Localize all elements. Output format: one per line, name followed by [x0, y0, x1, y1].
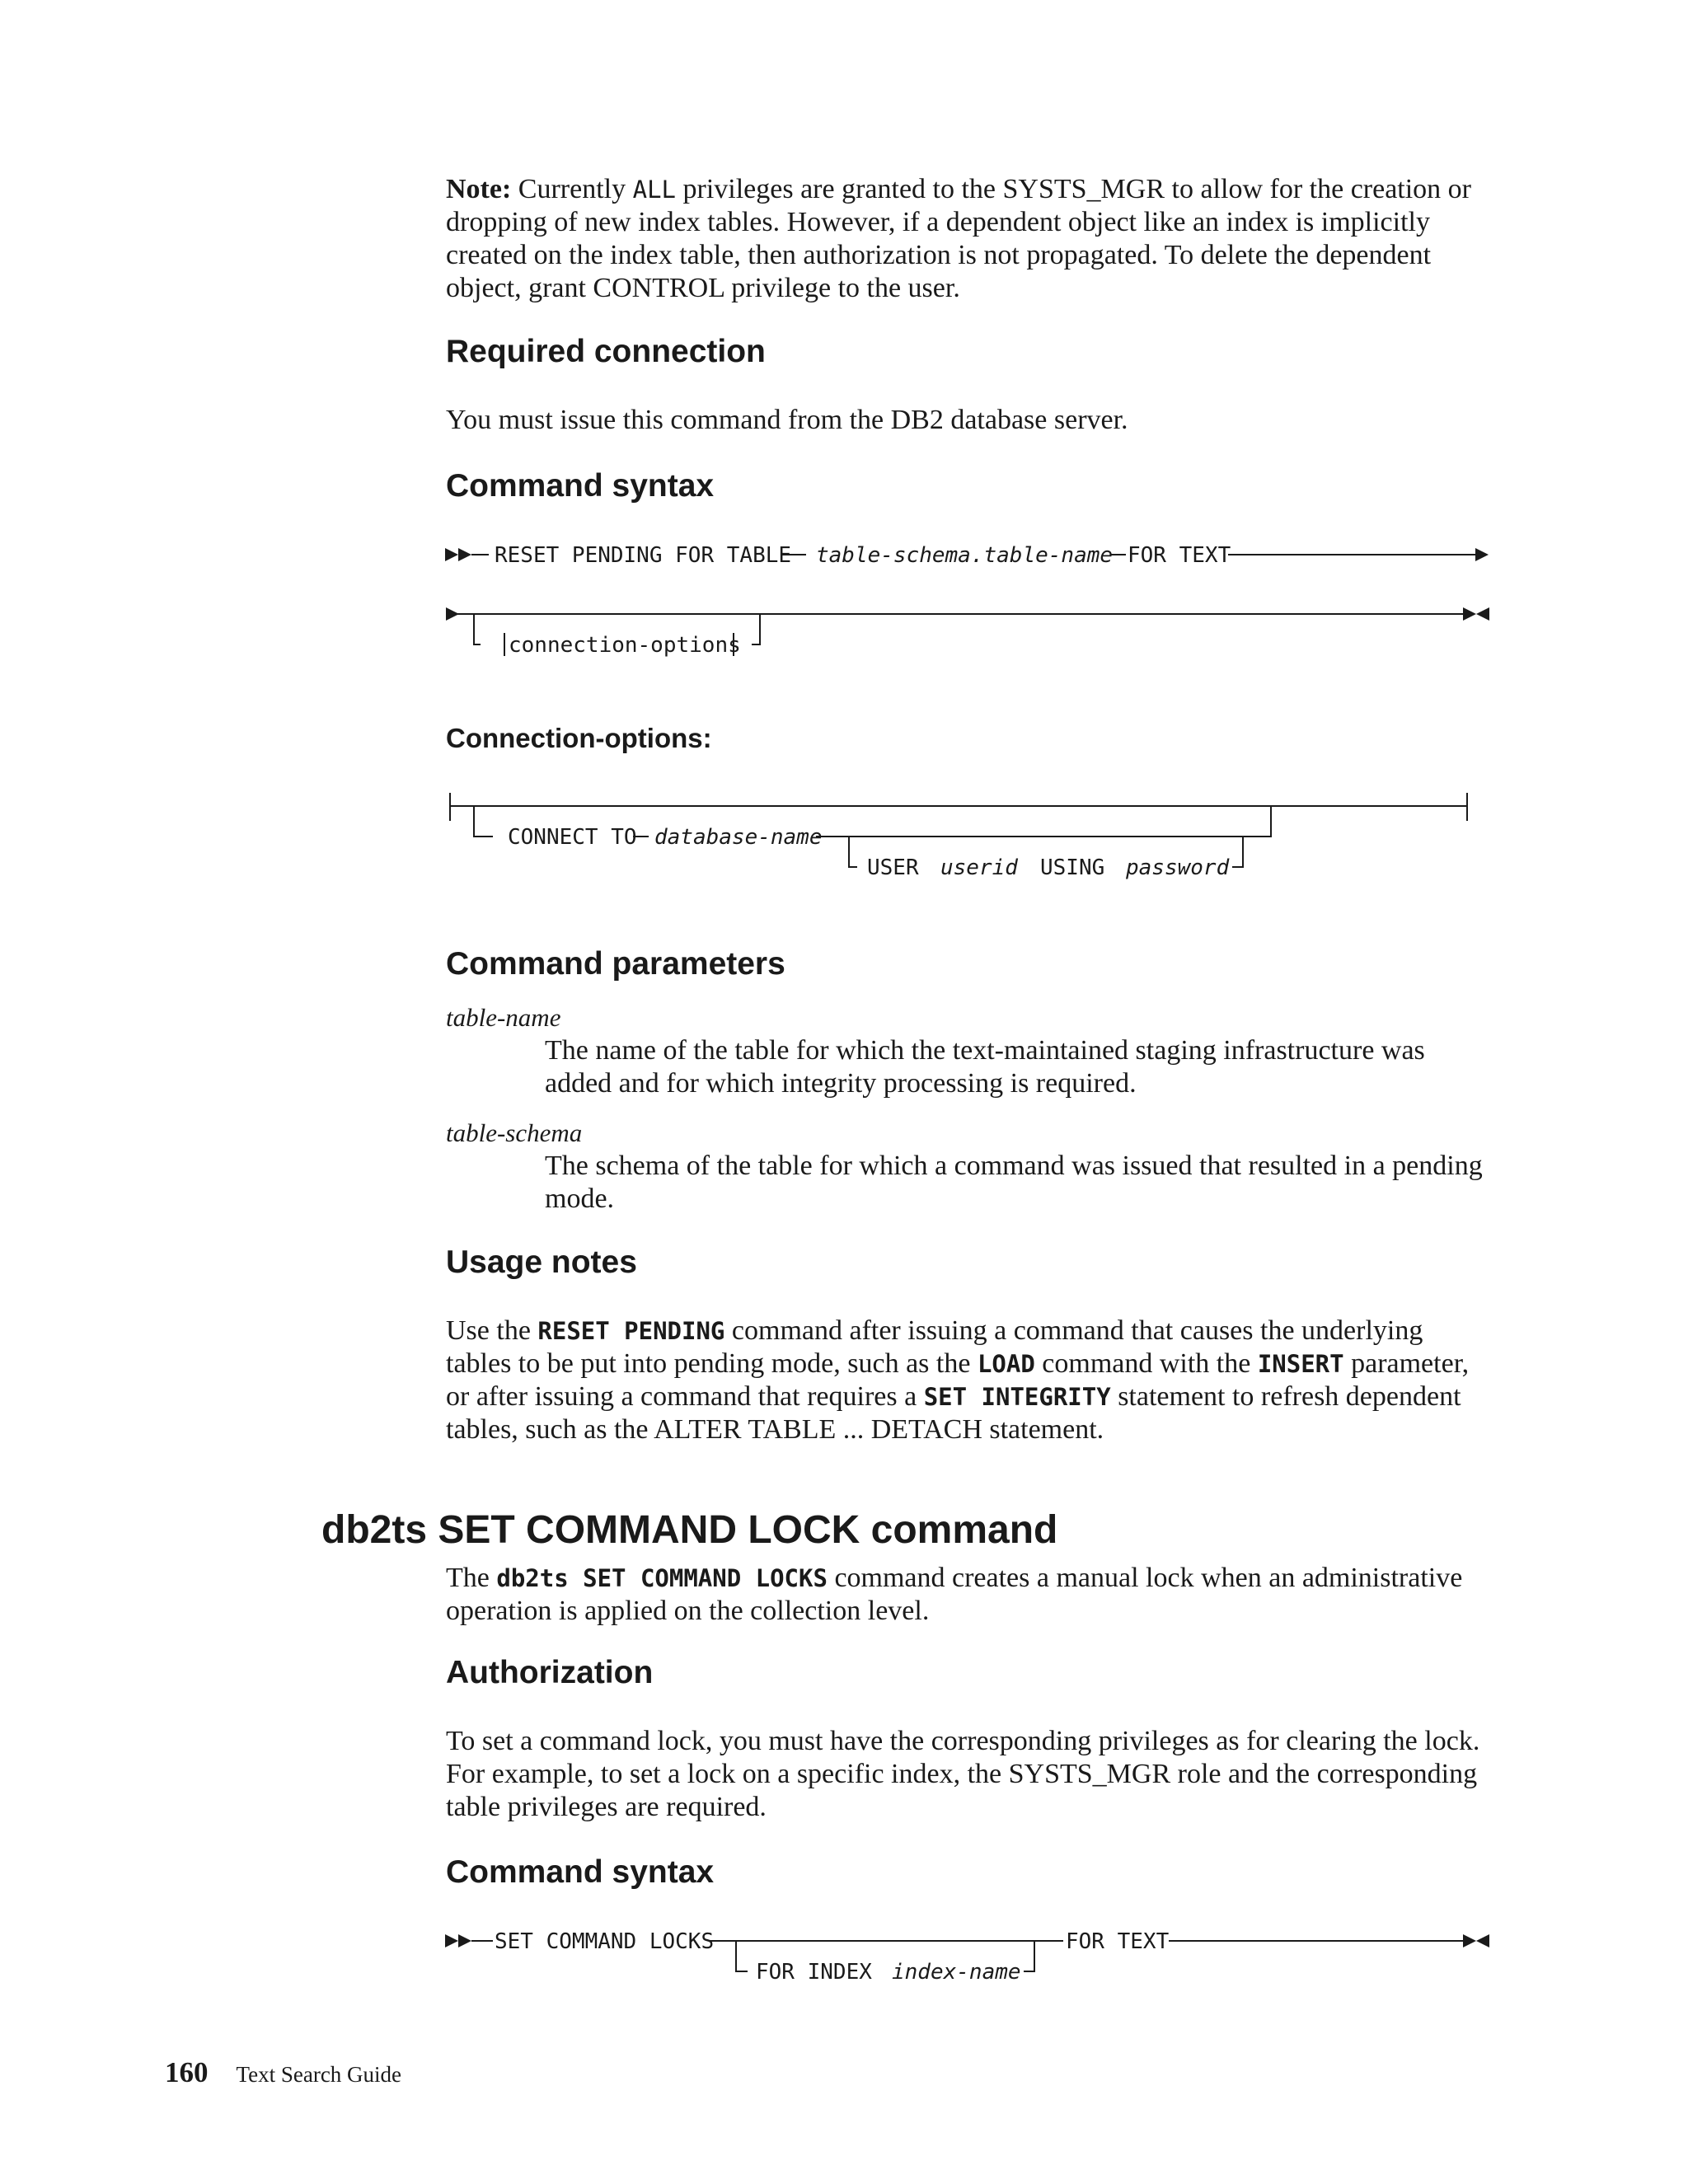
- set-command-lock-intro: [446, 1562, 1493, 1628]
- intro-code-db2ts: db2ts SET COMMAND LOCKS: [496, 1564, 828, 1592]
- usage-code-reset-pending: RESET PENDING: [537, 1317, 725, 1345]
- usage-text-5: statement to refresh dependent tables, such as the ALTER TABLE ... DETACH statement.: [446, 1381, 1461, 1445]
- syntax1-row2-start-arrow: [446, 607, 459, 621]
- note-label: Note:: [446, 174, 512, 204]
- authorization-heading: Authorization: [446, 1655, 654, 1690]
- connopts-user-right: [1232, 837, 1243, 867]
- usage-text-4: parameter, or after issuing a command that requires a: [446, 1348, 1470, 1412]
- note-text-2: privileges are granted to the SYSTS_MGR to allow for the creation or dropping of new index tables. However, if a dependent object like an index is implicitly created on the index table, then authorization is not propagated. To delete the dependent object, grant CONTROL privilege to the user.: [446, 174, 1471, 303]
- syntax1-start-arrow-1: [445, 548, 458, 561]
- set-command-lock-title: db2ts SET COMMAND LOCK command: [321, 1508, 1058, 1552]
- usage-code-load: LOAD: [977, 1350, 1035, 1378]
- syntax2-kw-set: SET COMMAND LOCKS: [495, 1929, 715, 1954]
- connopts-var-database: database-name: [654, 825, 823, 850]
- note-code-all: ALL: [632, 176, 676, 204]
- syntax1-end-arrow: [1463, 607, 1476, 621]
- syntax1-kw-for-text: FOR TEXT: [1128, 543, 1231, 568]
- usage-code-insert: INSERT: [1257, 1350, 1344, 1378]
- usage-text-1: Use the: [446, 1315, 531, 1346]
- param-desc-table-name: The name of the table for which the text-maintained staging infrastructure was added and for which integrity processing is required.: [545, 1035, 1425, 1099]
- usage-code-set-integrity: SET INTEGRITY: [923, 1383, 1111, 1411]
- syntax2-branch-right: [1024, 1941, 1034, 1971]
- connopts-kw-connect-to: CONNECT TO: [508, 825, 637, 850]
- syntax2-end-arrow-back: [1476, 1934, 1489, 1947]
- param-term-table-name: table-name: [446, 1003, 561, 1032]
- usage-text-2: command after issuing a command that causes the underlying tables to be put into pending mode, such as the: [446, 1315, 1423, 1379]
- syntax1-optional-branch-left: [474, 614, 481, 644]
- syntax2-var-index: index-name: [892, 1960, 1021, 1985]
- intro-text-1: The: [446, 1563, 490, 1593]
- syntax1-optional-branch-right: [752, 614, 760, 644]
- connopts-branch-left: [474, 806, 493, 837]
- syntax1-continue-arrow: [1475, 548, 1489, 561]
- syntax1-kw-reset: RESET PENDING FOR TABLE: [495, 543, 792, 568]
- required-connection-heading: Required connection: [446, 334, 766, 369]
- connopts-kw-user: USER: [867, 855, 919, 880]
- syntax1-end-arrow-back: [1476, 607, 1489, 621]
- usage-notes-paragraph: [446, 1315, 1493, 1446]
- connopts-var-password: password: [1126, 855, 1230, 880]
- page-number: 160: [165, 2056, 209, 2088]
- syntax1-connection-options: connection-options: [509, 633, 741, 658]
- param-desc-table-schema: The schema of the table for which a command was issued that resulted in a pending mode.: [545, 1151, 1483, 1214]
- page-footer: [165, 2056, 401, 2089]
- intro-text-2: command creates a manual lock when an administrative operation is applied on the collection level.: [446, 1563, 1463, 1626]
- command-syntax-heading-2: Command syntax: [446, 1854, 715, 1890]
- note-text-1: Currently: [518, 174, 626, 204]
- syntax2-end-arrow: [1463, 1934, 1476, 1947]
- syntax2-branch-left: [736, 1941, 748, 1971]
- usage-notes-heading: Usage notes: [446, 1244, 637, 1280]
- usage-text-3: command with the: [1042, 1348, 1251, 1379]
- connopts-kw-using: USING: [1040, 855, 1105, 880]
- required-connection-text: You must issue this command from the DB2 database server.: [446, 405, 1128, 435]
- syntax2-start-arrow-2: [458, 1934, 471, 1947]
- authorization-text: To set a command lock, you must have the corresponding privileges as for clearing the lock. For example, to set a lock on a specific index, the SYSTS_MGR role and the corresponding table privileges are required.: [446, 1726, 1480, 1822]
- syntax1-start-arrow-2: [458, 548, 471, 561]
- syntax2-kw-for-text: FOR TEXT: [1066, 1929, 1170, 1954]
- connopts-user-left: [849, 837, 857, 867]
- command-parameters-heading: Command parameters: [446, 946, 785, 982]
- syntax2-start-arrow-1: [445, 1934, 458, 1947]
- book-title: Text Search Guide: [236, 2062, 402, 2087]
- syntax2-kw-for-index: FOR INDEX: [756, 1960, 872, 1985]
- connopts-var-userid: userid: [940, 855, 1018, 880]
- connection-options-heading: Connection-options:: [446, 723, 712, 753]
- param-term-table-schema: table-schema: [446, 1118, 583, 1147]
- syntax1-var-table: table-schema.table-name: [816, 543, 1114, 568]
- connopts-branch-right: [849, 806, 1271, 837]
- command-syntax-heading: Command syntax: [446, 468, 715, 504]
